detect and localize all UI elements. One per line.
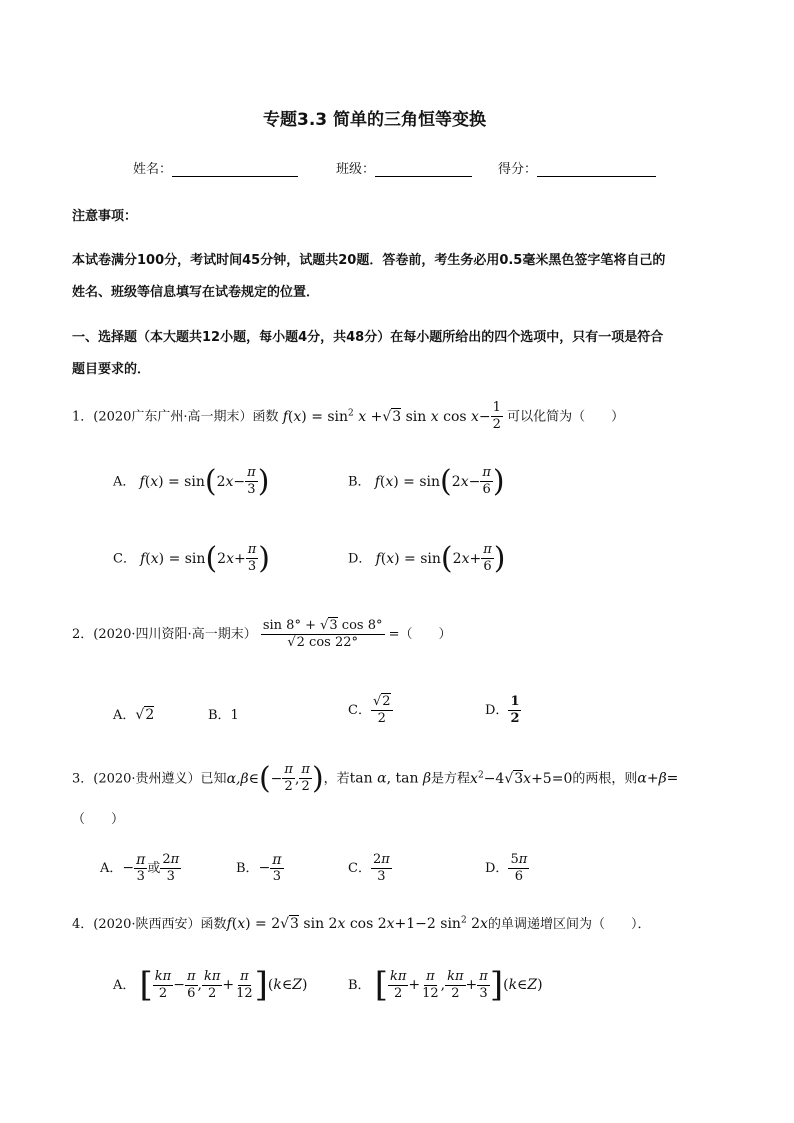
q4-option-a-formula: [ $\frac{k\pi}{2}$ − $\frac{\pi}{6}$ , $\frac{k\pi}{2}$ + $\frac{\pi}{12}$ ](k∈Z) (139, 965, 308, 1005)
q1-option-a[interactable] (113, 465, 269, 498)
q1-option-a-formula: f(x) = sin(2x− $\frac{\pi}{3}$ ) (139, 463, 270, 499)
q1-option-c-formula: f(x) = sin(2x+ $\frac{\pi}{3}$ ) (140, 540, 270, 576)
q3-equation: $x^2-4√3x+5=0$ (470, 769, 573, 787)
q1-option-c[interactable] (113, 542, 270, 575)
q3-range: α,β∈(− $\frac{\pi}{2}$ , $\frac{\pi}{2}$ ) (226, 760, 324, 796)
option-label: C． (348, 703, 371, 718)
q3-target: α+β= (637, 770, 679, 787)
q4-suffix: 的单调递增区间为（ ）． (487, 917, 651, 932)
q1-option-b-formula: f(x) = sin(2x− $\frac{\pi}{6}$ ) (374, 463, 505, 499)
page-title: 专题3.3 简单的三角恒等变换 (263, 110, 487, 130)
q4-option-a[interactable] (113, 965, 308, 1005)
score-field-row (498, 158, 656, 177)
option-label: C． (113, 551, 136, 567)
section-heading-line-2: 题目要求的． (72, 362, 151, 377)
option-label: B．1 (208, 708, 239, 723)
option-label: B． (236, 861, 259, 876)
option-label: C． (348, 861, 371, 876)
notice-line-1: 本试卷满分100分，考试时间45分钟，试题共20题．答卷前，考生务必用0.5毫米黑色签字笔将自己的 (72, 253, 666, 268)
name-label: 姓名： (133, 162, 173, 177)
q3-option-a[interactable]: A．− $\frac{\pi}{3}$ 或 $\frac{2\pi}{3}$ (100, 852, 180, 884)
notice-line-2: 姓名、班级等信息填写在试卷规定的位置． (72, 285, 320, 300)
q1-option-d-formula: f(x) = sin(2x+ $\frac{\pi}{6}$ ) (375, 540, 506, 576)
q1-option-d[interactable] (348, 542, 505, 575)
class-blank[interactable] (375, 163, 472, 177)
question-4 (72, 913, 650, 932)
q1-option-b[interactable] (348, 465, 505, 498)
q3-mid: ，若 (323, 771, 350, 787)
q4-option-b[interactable] (348, 965, 543, 1005)
q2-option-a[interactable]: A．√2 (113, 707, 155, 723)
q2-prefix: 2．(2020·四川资阳·高一期末） (72, 627, 257, 642)
question-3 (72, 762, 678, 795)
option-label: A． (113, 978, 136, 993)
q3-prefix: 3．(2020·贵州遵义）已知 (72, 771, 227, 787)
option-label: D． (485, 703, 509, 718)
q3-mid3: 的两根，则 (572, 771, 638, 787)
q4-formula: f(x) = 2√3 sin 2x cos 2x+1−2 $\sin^2 2x$ (226, 915, 488, 932)
q3-tan: tan α, tan β (349, 770, 432, 787)
option-label: D． (348, 551, 372, 567)
section-heading-line-1: 一、选择题（本大题共12小题，每小题4分，共48分）在每小题所给出的四个选项中，只有一项是符合 (72, 330, 664, 345)
score-label: 得分： (498, 162, 538, 177)
option-label: A． (100, 861, 123, 876)
q3-option-d[interactable]: D． $\frac{5\pi}{6}$ (485, 852, 528, 884)
score-blank[interactable] (537, 163, 656, 177)
name-field-row (133, 158, 298, 177)
question-2 (72, 618, 452, 651)
notice-heading: 注意事项： (72, 209, 138, 224)
class-label: 班级： (336, 162, 376, 177)
q2-option-d[interactable]: D． $\frac{1}{2}$ (485, 694, 520, 726)
q3-option-b[interactable]: B．− $\frac{\pi}{3}$ (236, 852, 282, 884)
q2-formula: $\frac{\sin 8^\circ + √3 \cos 8^\circ}{√2 \cos 22^\circ}$ (262, 618, 383, 650)
option-label: A． (113, 708, 136, 723)
q3-option-c[interactable]: C． $\frac{2\pi}{3}$ (348, 852, 390, 884)
q1-formula: $f(x) = \sin^2 x +√3$ sin x cos x− $\frac{1}{2}$ (282, 400, 501, 432)
option-label: D． (485, 861, 509, 876)
option-label: A． (113, 474, 136, 490)
name-blank[interactable] (172, 163, 298, 177)
q2-option-c[interactable]: C． $\frac{√2}{2}$ (348, 694, 391, 726)
question-1 (72, 400, 624, 433)
q2-suffix: =（ ） (388, 627, 452, 642)
q4-option-b-formula: [ $\frac{k\pi}{2}$ + $\frac{\pi}{12}$ , $\frac{k\pi}{2}$ + $\frac{\pi}{3}$ ](k∈Z) (374, 965, 543, 1005)
class-field-row (336, 158, 472, 177)
q1-prefix: 1．(2020广东广州·高一期末）函数 (72, 409, 279, 425)
q2-option-b[interactable] (208, 704, 239, 723)
option-label: B． (348, 978, 371, 993)
q3-mid2: 是方程 (431, 771, 471, 787)
or-label: 或 (147, 861, 161, 876)
q3-line-2: （ ） (72, 812, 125, 827)
option-label: B． (348, 474, 371, 490)
q4-prefix: 4．(2020·陕西西安）函数 (72, 917, 227, 932)
q1-suffix: 可以化简为（ ） (507, 409, 625, 425)
